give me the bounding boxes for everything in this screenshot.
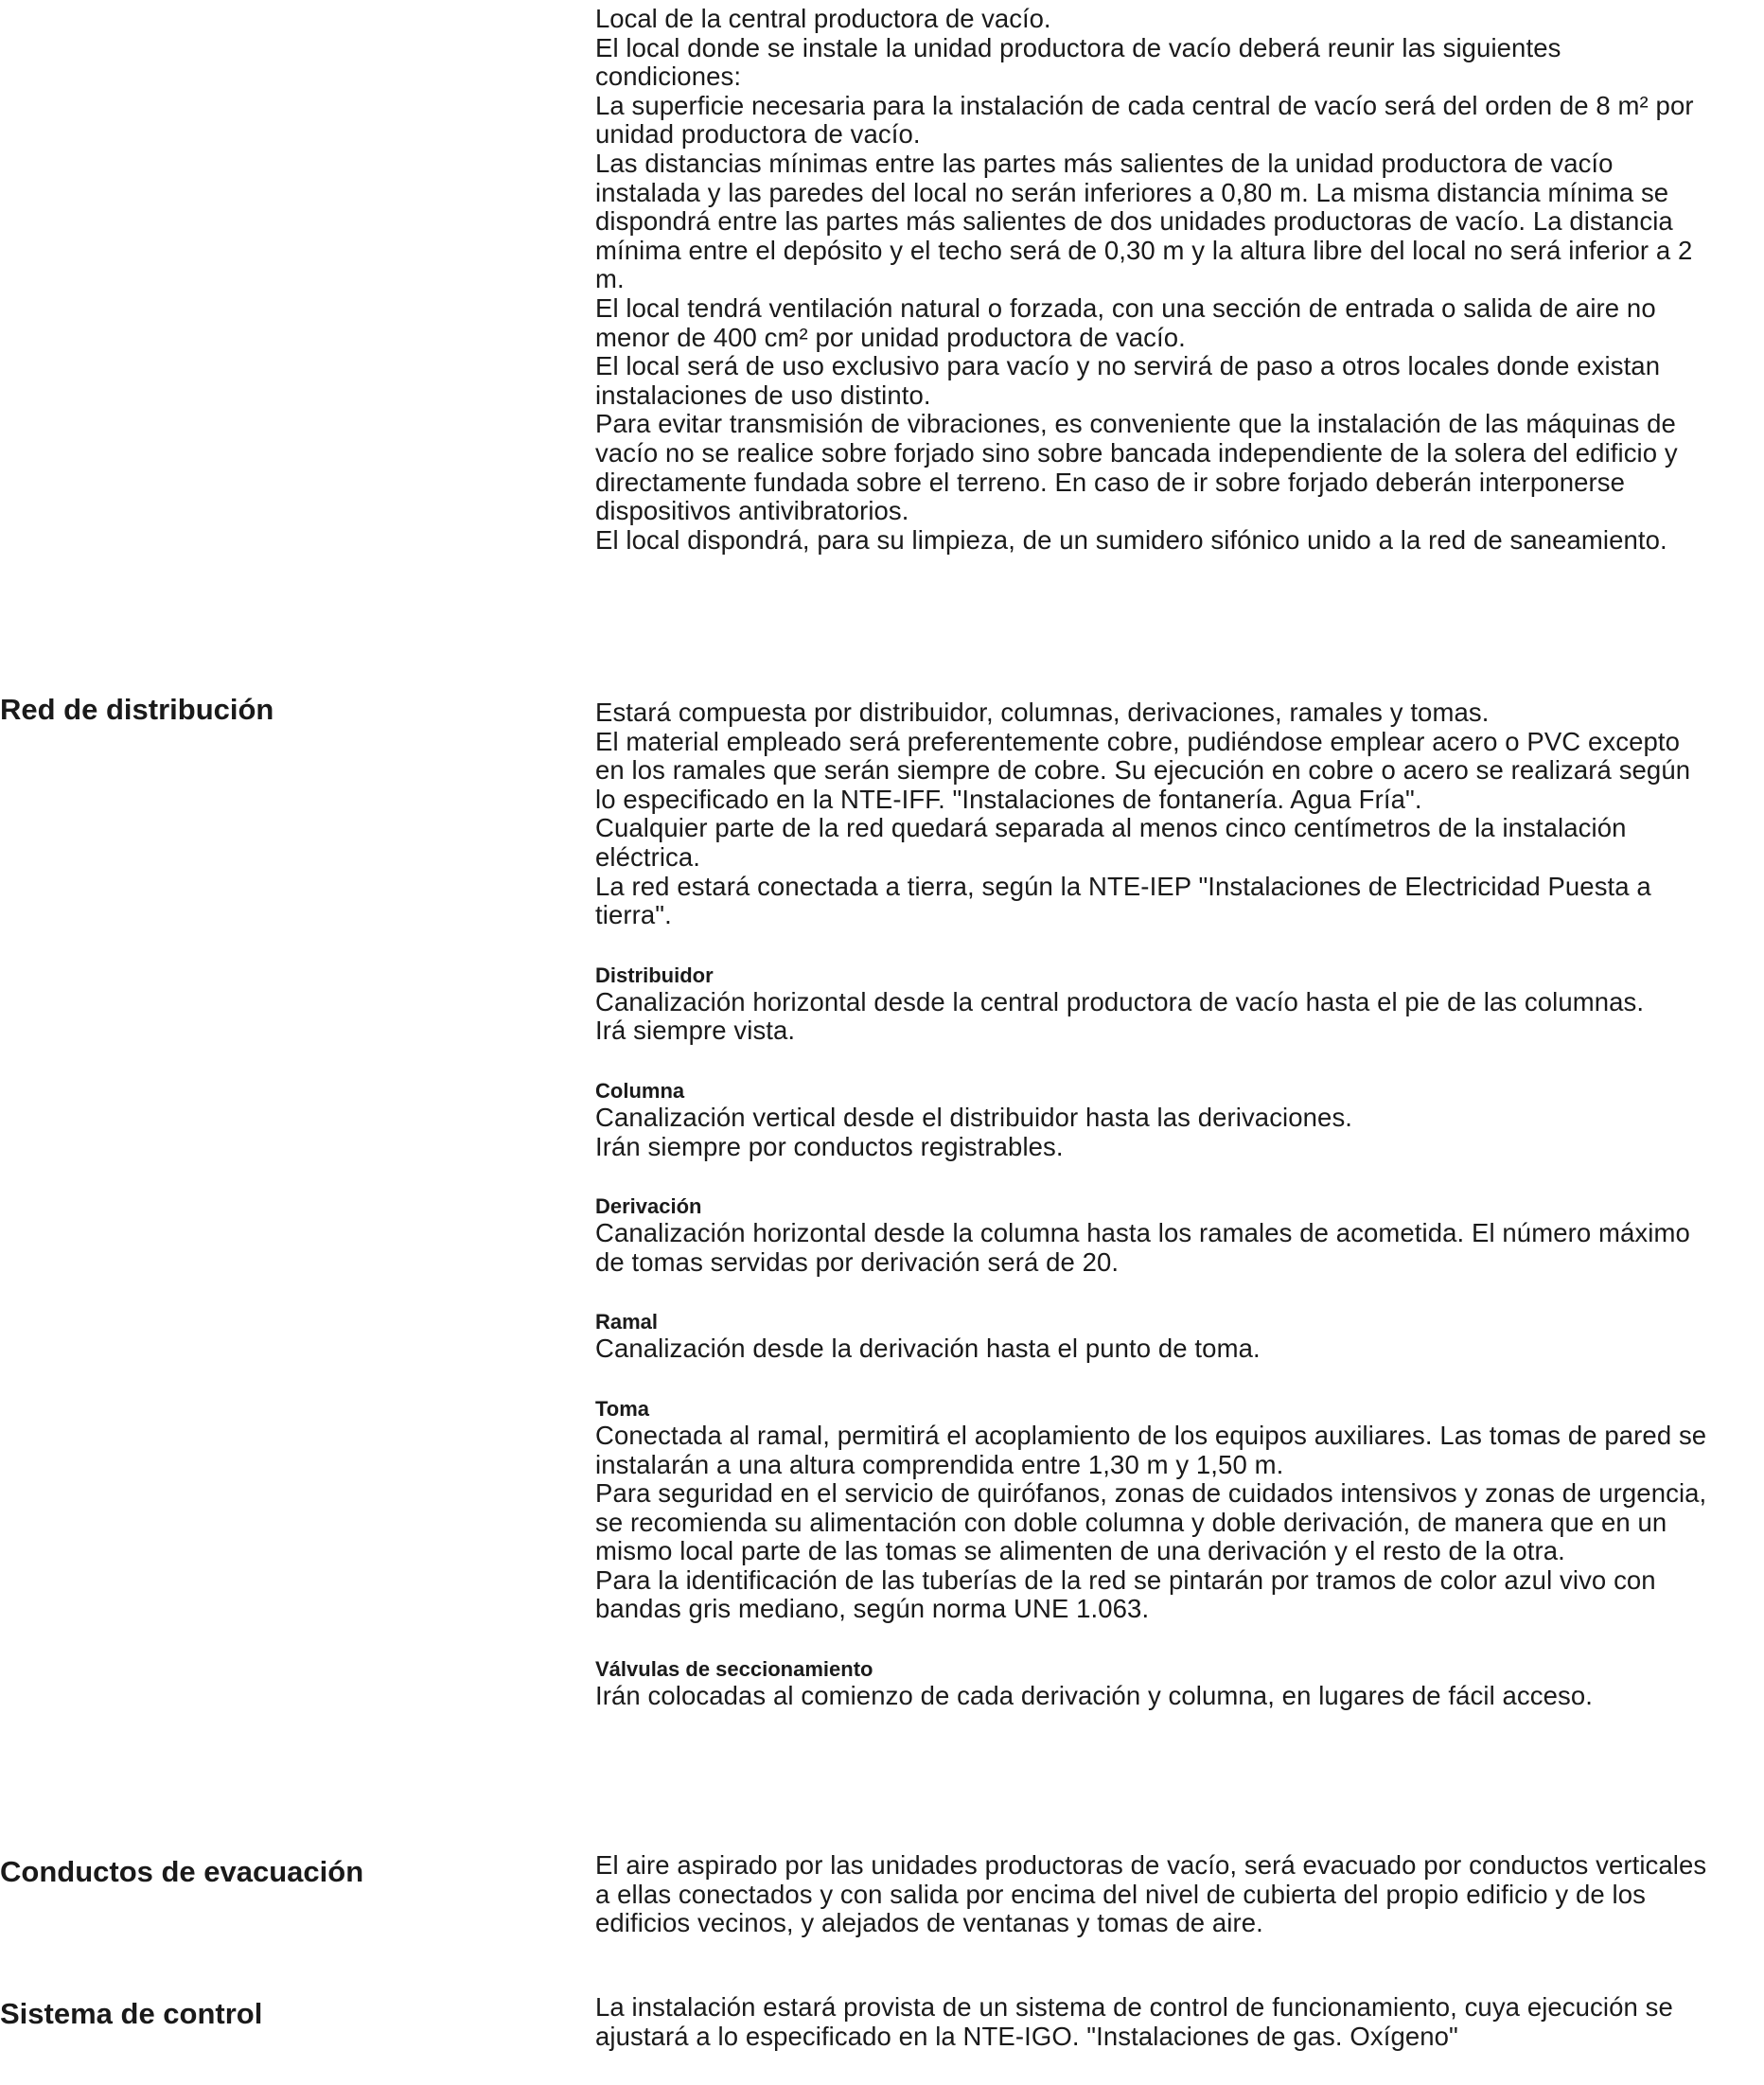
control-body bbox=[595, 1993, 1712, 2051]
valvulas-title: Válvulas de seccionamiento bbox=[595, 1657, 873, 1682]
control-text: La instalación estará provista de un sistema de control de funcionamiento, cuya ejecución se ajustará a lo especificado en la NTE-IGO. "Instalaciones de gas. Oxígeno" bbox=[595, 1992, 1673, 2051]
columna-line-2: Irán siempre por conductos registrables. bbox=[595, 1131, 1064, 1161]
ramal-title: Ramal bbox=[595, 1310, 659, 1334]
columna-line-1: Canalización vertical desde el distribuidor hasta las derivaciones. bbox=[595, 1102, 1353, 1132]
local-paragraph-2: La superficie necesaria para la instalación de cada central de vacío será del orden de 8 m² por unidad productora de vacío. bbox=[595, 90, 1694, 150]
ramal-block bbox=[595, 1309, 1712, 1364]
local-paragraph-5: El local será de uso exclusivo para vacío y no servirá de paso a otros locales donde existan instalaciones de uso distinto. bbox=[595, 351, 1661, 410]
red-distribucion-title: Red de distribución bbox=[0, 693, 274, 726]
distribuidor-title: Distribuidor bbox=[595, 963, 714, 987]
red-paragraph-1: Estará compuesta por distribuidor, columnas, derivaciones, ramales y tomas. bbox=[595, 698, 1490, 727]
toma-title: Toma bbox=[595, 1396, 650, 1421]
columna-block bbox=[595, 1078, 1712, 1161]
local-paragraph-1: El local donde se instale la unidad productora de vacío deberá reunir las siguientes condiciones: bbox=[595, 32, 1561, 92]
local-heading: Local de la central productora de vacío. bbox=[595, 4, 1051, 33]
distribuidor-line-2: Irá siempre vista. bbox=[595, 1016, 796, 1046]
distribuidor-block bbox=[595, 963, 1712, 1046]
conductos-text: El aire aspirado por las unidades productoras de vacío, será evacuado por conductos verticales a ellas conectados y con salida por encima del nivel de cubierta del propio edificio y de los edificios vecinos, y alejados de ventanas y tomas de aire. bbox=[595, 1850, 1707, 1938]
local-paragraph-6: Para evitar transmisión de vibraciones, es conveniente que la instalación de las máquinas de vacío no se realice sobre forjado sino sobre bancada independiente de la solera del edificio y directamente fundada sobre el terreno. En caso de ir sobre forjado deberán interponerse dispositivos antivibratorios. bbox=[595, 409, 1678, 526]
red-distribucion-body bbox=[595, 698, 1712, 1743]
red-paragraph-3: Cualquier parte de la red quedará separada al menos cinco centímetros de la instalación eléctrica. bbox=[595, 813, 1627, 872]
red-paragraph-4: La red estará conectada a tierra, según la NTE-IEP "Instalaciones de Electricidad Puesta a tierra". bbox=[595, 871, 1651, 930]
ramal-line-1: Canalización desde la derivación hasta el punto de toma. bbox=[595, 1334, 1261, 1364]
red-paragraph-2: El material empleado será preferentemente cobre, pudiéndose emplear acero o PVC excepto en los ramales que serán siempre de cobre. Su ejecución en cobre o acero se realizará según lo especificado en la NTE-IFF. "Instalaciones de fontanería. Agua Fría". bbox=[595, 726, 1691, 814]
valvulas-block bbox=[595, 1656, 1712, 1711]
toma-line-1: Conectada al ramal, permitirá el acoplamiento de los equipos auxiliares. Las tomas de pared se instalarán a una altura comprendida entre 1,30 m y 1,50 m. bbox=[595, 1420, 1707, 1479]
distribuidor-line-1: Canalización horizontal desde la central productora de vacío hasta el pie de las columnas. bbox=[595, 986, 1645, 1016]
derivacion-line-1: Canalización horizontal desde la columna hasta los ramales de acometida. El número máximo de tomas servidas por derivación será de 20. bbox=[595, 1218, 1690, 1277]
toma-line-2: Para seguridad en el servicio de quirófanos, zonas de cuidados intensivos y zonas de urgencia, se recomienda su alimentación con doble columna y doble derivación, de manera que en un mismo local parte de las tomas se alimenten de una derivación y el resto de la otra. bbox=[595, 1478, 1707, 1566]
columna-title: Columna bbox=[595, 1078, 685, 1103]
control-title: Sistema de control bbox=[0, 1997, 263, 2030]
local-section bbox=[595, 5, 1712, 555]
local-paragraph-4: El local tendrá ventilación natural o forzada, con una sección de entrada o salida de aire no menor de 400 cm² por unidad productora de vacío. bbox=[595, 292, 1656, 352]
conductos-title: Conductos de evacuación bbox=[0, 1855, 364, 1888]
conductos-body bbox=[595, 1851, 1712, 1938]
derivacion-block bbox=[595, 1193, 1712, 1277]
valvulas-line-1: Irán colocadas al comienzo de cada derivación y columna, en lugares de fácil acceso. bbox=[595, 1681, 1593, 1711]
derivacion-title: Derivación bbox=[595, 1194, 702, 1219]
toma-block bbox=[595, 1396, 1712, 1624]
local-paragraph-7: El local dispondrá, para su limpieza, de un sumidero sifónico unido a la red de saneamiento. bbox=[595, 524, 1667, 555]
toma-line-3: Para la identificación de las tuberías de la red se pintarán por tramos de color azul vivo con bandas gris mediano, según norma UNE 1.063. bbox=[595, 1564, 1656, 1624]
local-paragraph-3: Las distancias mínimas entre las partes más salientes de la unidad productora de vacío instalada y las paredes del local no serán inferiores a 0,80 m. La misma distancia mínima se dispondrá entre las partes más salientes de dos unidades productoras de vacío. La distancia mínima entre el depósito y el techo será de 0,30 m y la altura libre del local no será inferior a 2 m. bbox=[595, 148, 1693, 294]
red-intro bbox=[595, 698, 1712, 930]
